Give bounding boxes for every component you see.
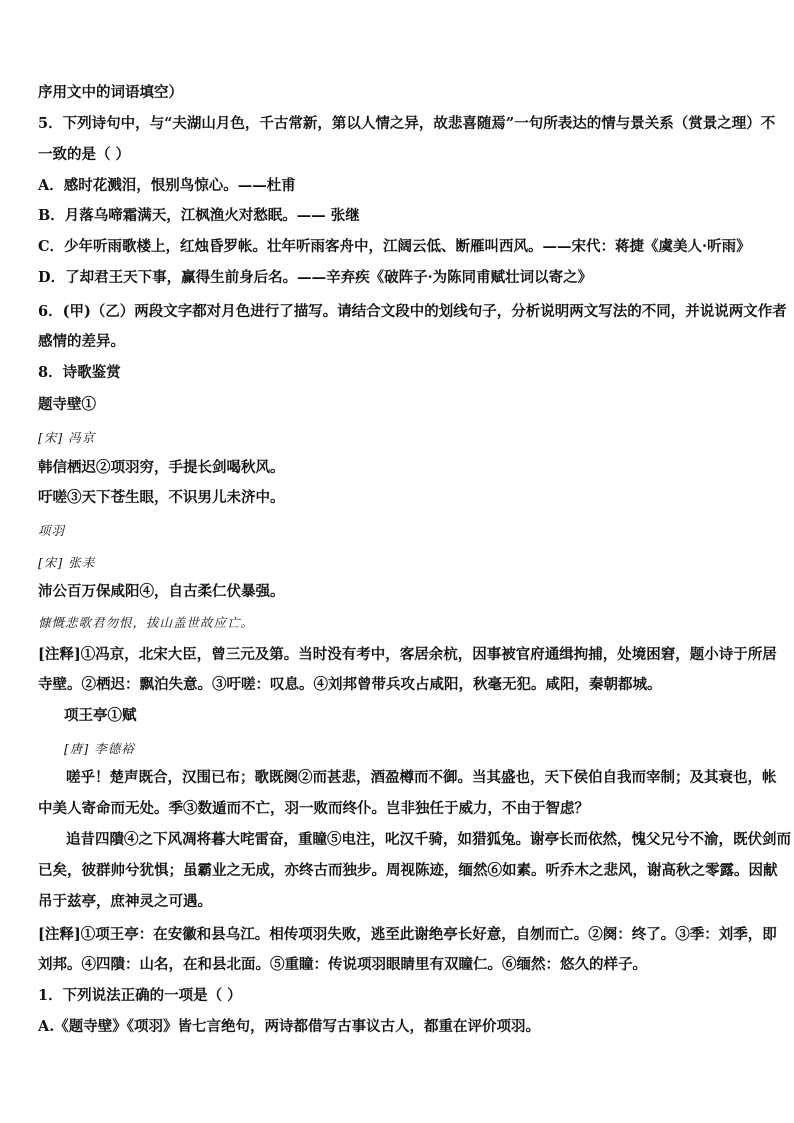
question-1: 1．下列说法正确的一项是（ ） — [38, 987, 242, 1004]
prose-line: 中美人寄命而无处。季③数遁而不亡，羽一败而终仆。岂非独任于威力，不由于智虑？ — [38, 800, 589, 817]
annotation: [注释]①项王亭：在安徽和县乌江。相传项羽失败，逃至此谢绝亭长好意，自刎而亡。②阕：终了。③季：刘季，即 — [38, 926, 777, 943]
annotation: 寺壁。②栖迟：飘泊失意。③吁嗟：叹息。④刘邦曾带兵攻占咸阳，秋毫无犯。咸阳，秦朝都城。 — [38, 676, 662, 693]
poem-line: 韩信栖迟②项羽穷，手提长剑喝秋风。 — [38, 459, 285, 476]
prose-line: 已矣，彼群帅兮犹惧；虽霸业之无成，亦终古而独步。周视陈迹，缅然⑥如素。听乔木之悲风，谢高秋之零露。因献 — [38, 862, 778, 879]
prose-line: 追昔四隤④之下风凋将暮大咤雷奋，重瞳⑤电注，叱汉千骑，如猎狐兔。谢亭长而依然，愧父兄兮不渝，既伏剑而 — [66, 831, 791, 848]
poem-author: [宋] 张耒 — [38, 555, 96, 570]
annotation: 刘邦。④四隤：山名，在和县北面。⑤重瞳：传说项羽眼睛里有双瞳仁。⑥缅然：悠久的样子。 — [38, 956, 647, 973]
text-line: 一致的是（ ） — [38, 146, 131, 163]
option-c: C．少年听雨歌楼上，红烛昏罗帐。壮年听雨客舟中，江阔云低、断雁叫西风。——宋代：蒋捷《虞美人·听雨》 — [38, 238, 751, 255]
fu-author: [唐] 李德裕 — [64, 741, 135, 756]
poem-title: 项羽 — [38, 523, 66, 538]
prose-line: 吊于兹亭，庶神灵之可遇。 — [38, 893, 212, 910]
poem-line: 沛公百万保咸阳④，自古柔仁伏暴强。 — [38, 583, 285, 600]
poem-line: 吁嗟③天下苍生眼，不识男儿未济中。 — [38, 489, 285, 506]
poem-title: 题寺壁① — [38, 396, 96, 413]
fu-title: 项王亭①赋 — [64, 707, 137, 724]
text-line: 感情的差异。 — [38, 333, 125, 350]
option-b: B．月落乌啼霜满天，江枫渔火对愁眠。—— 张继 — [38, 207, 360, 224]
question-5: 5．下列诗句中，与“夫湖山月色，千古常新，第以人情之异，故悲喜随焉”一句所表达的情与景关系（赏景之理）不 — [38, 115, 776, 132]
annotation: [注释]①冯京，北宋大臣，曾三元及第。当时没有考中，客居余杭，因事被官府通缉拘捕，处境困窘，题小诗于所居 — [38, 646, 777, 663]
option-d: D．了却君王天下事，赢得生前身后名。——辛弃疾《破阵子·为陈同甫赋壮词以寄之》 — [38, 269, 593, 286]
option-a: A.《题寺壁》《项羽》皆七言绝句，两诗都借写古事议古人，都重在评价项羽。 — [38, 1018, 541, 1035]
option-a: A．感时花溅泪，恨别鸟惊心。——杜甫 — [38, 177, 296, 194]
prose-line: 嗟乎！楚声既合，汉围已布；歌既阕②而甚悲，酒盈樽而不御。当其盛也，天下侯伯自我而宰制；及其衰也，帐 — [66, 769, 777, 786]
section-heading: 8．诗歌鉴赏 — [38, 364, 121, 381]
text-line: 序用文中的词语填空） — [38, 84, 183, 101]
poem-author: [宋] 冯京 — [38, 430, 96, 445]
question-6: 6．(甲)（乙）两段文字都对月色进行了描写。请结合文段中的划线句子，分析说明两文写法的不同，并说说两文作者 — [38, 303, 787, 320]
poem-line: 慷慨悲歌君勿恨，拔山盖世故应亡。 — [38, 615, 255, 630]
